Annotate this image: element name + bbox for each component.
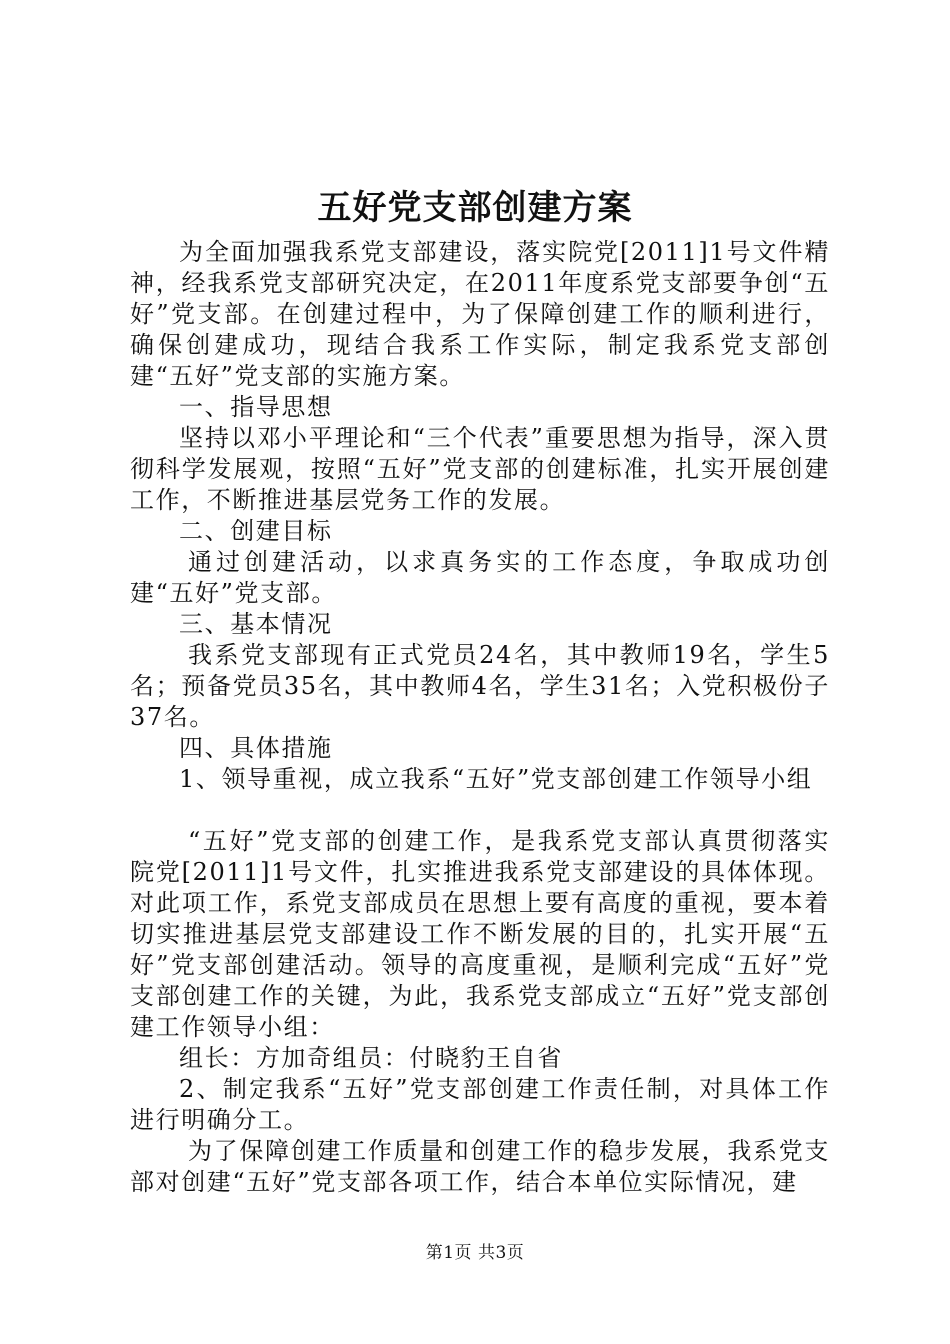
measure-2-paragraph: 为了保障创建工作质量和创建工作的稳步发展，我系党支部对创建“五好”党支部各项工作，结合本单位实际情况，建: [130, 1137, 830, 1196]
blank-line: [130, 795, 830, 826]
document-body: [130, 237, 830, 1198]
page-footer: 第1页 共3页: [425, 1243, 525, 1263]
document-title: 五好党支部创建方案: [317, 188, 633, 228]
section-heading-basic-situation: 三、基本情况: [179, 610, 333, 638]
intro-paragraph: 为全面加强我系党支部建设，落实院党[2011]1号文件精神，经我系党支部研究决定，在2011年度系党支部要争创“五好”党支部。在创建过程中，为了保障创建工作的顺利进行，确保创建成功，现结合我系工作实际，制定我系党支部创建“五好”党支部的实施方案。: [130, 238, 830, 390]
section-heading-measures: 四、具体措施: [179, 734, 333, 762]
guiding-thought-paragraph: 坚持以邓小平理论和“三个代表”重要思想为指导，深入贯彻科学发展观，按照“五好”党支部的创建标准，扎实开展创建工作，不断推进基层党务工作的发展。: [130, 424, 830, 514]
basic-situation-paragraph: 我系党支部现有正式党员24名，其中教师19名，学生5名；预备党员35名，其中教师4名，学生31名；入党积极份子37名。: [130, 641, 830, 731]
measure-2-heading: 2、制定我系“五好”党支部创建工作责任制，对具体工作进行明确分工。: [130, 1075, 830, 1134]
section-heading-goal: 二、创建目标: [179, 517, 333, 545]
leadership-group-members: 组长：方加奇组员：付晓豹王自省: [179, 1044, 563, 1072]
goal-paragraph: 通过创建活动，以求真务实的工作态度，争取成功创建“五好”党支部。: [130, 548, 830, 607]
section-heading-guiding-thought: 一、指导思想: [179, 393, 333, 421]
measure-1-heading: 1、领导重视，成立我系“五好”党支部创建工作领导小组: [179, 765, 813, 793]
measure-1-paragraph: “五好”党支部的创建工作，是我系党支部认真贯彻落实院党[2011]1号文件，扎实推进我系党支部建设的具体体现。对此项工作，系党支部成员在思想上要有高度的重视，要本着切实推进基层党支部建设工作不断发展的目的，扎实开展“五好”党支部创建活动。领导的高度重视，是顺利完成“五好”党支部创建工作的关键，为此，我系党支部成立“五好”党支部创建工作领导小组：: [130, 827, 830, 1041]
